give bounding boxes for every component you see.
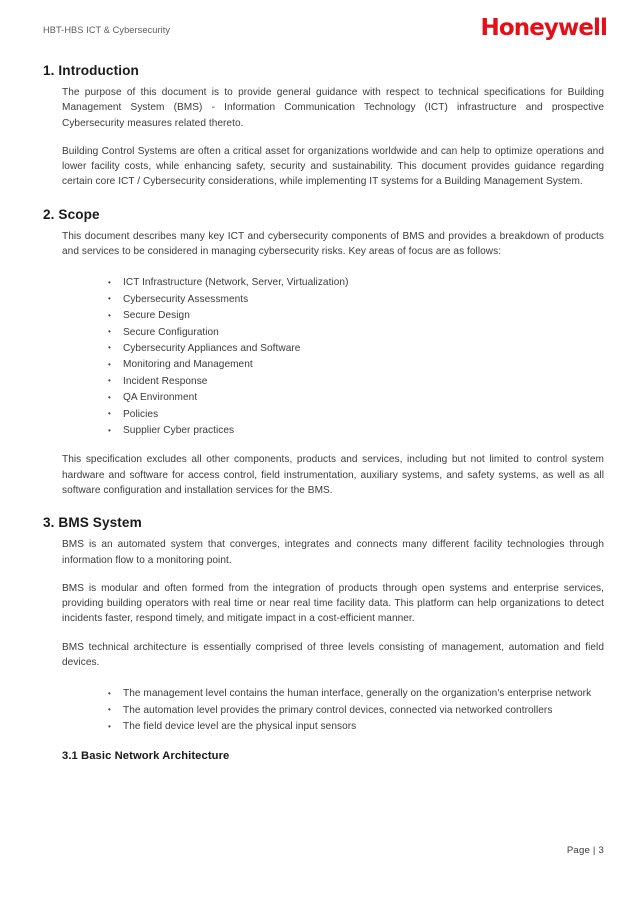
honeywell-logo: Honeywell: [480, 15, 607, 41]
section-heading-scope: 2. Scope: [43, 206, 100, 222]
list-item: • The field device level are the physical input sensors: [108, 719, 598, 735]
subsection-heading-basic-network-architecture: 3.1 Basic Network Architecture: [62, 749, 230, 762]
bms-levels-bullet-list: [43, 686, 604, 735]
list-item: • Monitoring and Management: [108, 357, 604, 373]
spacer-after-scope-list: [43, 439, 604, 452]
section-heading-introduction: 1. Introduction: [43, 63, 139, 78]
list-item: • The automation level provides the primary control devices, connected via networked controllers: [108, 703, 598, 719]
document-body: [43, 63, 604, 763]
list-item: • Policies: [108, 407, 604, 423]
spacer-after-bms-list: [43, 736, 604, 749]
scope-bullet-list: [43, 275, 604, 439]
paragraph-introduction-1: The purpose of this document is to provide general guidance with respect to technical specifications for Building Management System (BMS) - Information Communication Technology (ICT) infrastructure and prospective Cybersecurity measures related thereto.: [62, 86, 604, 129]
paragraph-scope-intro: This document describes many key ICT and cybersecurity components of BMS and provides a breakdown of products and services to be considered in managing cybersecurity risks. Key areas of focus are as follows:: [62, 230, 604, 258]
list-item: • Cybersecurity Appliances and Software: [108, 341, 604, 357]
list-item: • ICT Infrastructure (Network, Server, Virtualization): [108, 275, 604, 291]
list-item: • The management level contains the human interface, generally on the organization's enterprise network: [108, 686, 598, 702]
paragraph-introduction-2: Building Control Systems are often a critical asset for organizations worldwide and can help to optimize operations and lower facility costs, while enhancing safety, security and sustainability. This document provides guidance regarding certain core ICT / Cybersecurity considerations, while implementing IT systems for a Building Management System.: [62, 145, 604, 188]
list-item: • Incident Response: [108, 374, 604, 390]
paragraph-scope-exclusions: This specification excludes all other components, products and services, including but not limited to control system hardware and software for access control, field instrumentation, auxiliary systems, and safety systems, as well as all software configuration and installation services for the BMS.: [62, 454, 604, 496]
paragraph-bms-1: BMS is an automated system that converges, integrates and connects many different facility technologies through information flow to a monitoring point.: [62, 539, 604, 566]
section-scope: [43, 207, 604, 499]
list-item: • Supplier Cyber practices: [108, 423, 604, 439]
paragraph-bms-2: BMS is modular and often formed from the integration of products through open systems and enterprise services, providing building operators with real time or near real time facility data. This platform can help organizations to detect incidents faster, respond timely, and mitigate impact in a cost-efficient manner.: [62, 582, 604, 625]
section-introduction: [43, 63, 604, 190]
header-document-title: HBT-HBS ICT & Cybersecurity: [43, 25, 171, 35]
section-bms-system: [43, 515, 604, 763]
section-heading-bms-system: 3. BMS System: [43, 515, 142, 531]
paragraph-bms-3: BMS technical architecture is essentially comprised of three levels consisting of management, automation and field devices.: [62, 641, 604, 669]
page-footer: [43, 845, 604, 859]
page-number: Page | 3: [566, 845, 604, 856]
list-item: • Cybersecurity Assessments: [108, 292, 604, 308]
list-item: • QA Environment: [108, 390, 604, 406]
list-item: • Secure Design: [108, 308, 604, 324]
page-header: [43, 15, 607, 55]
list-item: • Secure Configuration: [108, 325, 604, 341]
